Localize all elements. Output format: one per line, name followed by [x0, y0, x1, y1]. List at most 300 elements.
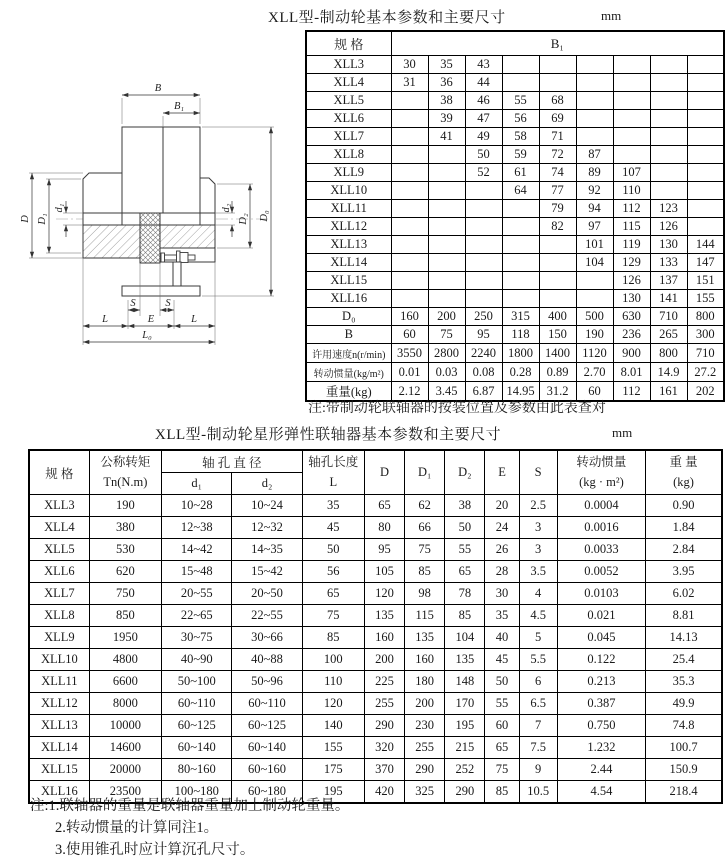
- table2-value-cell: 65: [445, 561, 485, 583]
- table2-value-cell: 160: [405, 649, 445, 671]
- table1-spec-cell: XLL6: [306, 110, 391, 128]
- table2-row: [29, 737, 722, 759]
- table1-footer-value-cell: 710: [687, 344, 724, 363]
- table1-b1-value-cell: [687, 74, 724, 92]
- table2-value-cell: 10000: [89, 715, 161, 737]
- table1-b1-value-cell: [576, 74, 613, 92]
- table2-value-cell: 4800: [89, 649, 161, 671]
- table2-value-cell: 195: [302, 781, 364, 804]
- table1-b1-value-cell: [650, 56, 687, 74]
- table1-b1-value-cell: [650, 74, 687, 92]
- table2-value-cell: 320: [364, 737, 404, 759]
- table2-spec-cell: XLL13: [29, 715, 89, 737]
- table1-b1-value-cell: [576, 110, 613, 128]
- table2-value-cell: 60~125: [162, 715, 232, 737]
- table1-b1-value-cell: [613, 110, 650, 128]
- table2-value-cell: 75: [302, 605, 364, 627]
- table1-b1-value-cell: 36: [428, 74, 465, 92]
- table2-value-cell: 9: [519, 759, 557, 781]
- table1-b1-value-cell: 72: [539, 146, 576, 164]
- table1-b1-value-cell: [391, 164, 428, 182]
- table1-row: [306, 146, 724, 164]
- t2-weight-line1: 重 量: [669, 455, 698, 470]
- table1-spec-cell: XLL14: [306, 254, 391, 272]
- table2-value-cell: 50~96: [232, 671, 302, 693]
- table2-value-cell: 10.5: [519, 781, 557, 804]
- dim-label-L0: L₀: [142, 330, 152, 341]
- table1-b1-value-cell: [650, 146, 687, 164]
- table1-b1-value-cell: 87: [576, 146, 613, 164]
- table2-value-cell: 4.54: [557, 781, 645, 804]
- table1-spec-cell: XLL5: [306, 92, 391, 110]
- table2-value-cell: 28: [485, 561, 519, 583]
- table1-note: 注:带制动轮联轴器的按装位置及参数由此表查对: [308, 401, 606, 416]
- table2-value-cell: 60~110: [162, 693, 232, 715]
- table2-value-cell: 0.045: [557, 627, 645, 649]
- table2-value-cell: 24: [485, 517, 519, 539]
- t2-d2-header: d₂: [232, 473, 302, 495]
- table1-b1-value-cell: [650, 92, 687, 110]
- table1-b1-value-cell: [687, 200, 724, 218]
- table1-b1-value-cell: 77: [539, 182, 576, 200]
- t2-torque-header: [89, 450, 161, 495]
- dim-label-d2: d₂: [221, 203, 232, 213]
- table1-b1-value-cell: 43: [465, 56, 502, 74]
- table2-value-cell: 6600: [89, 671, 161, 693]
- table1-footer-value-cell: 6.87: [465, 382, 502, 402]
- table1-footer-value-cell: 3.45: [428, 382, 465, 402]
- dim-label-B: B: [154, 83, 162, 94]
- table2-value-cell: 0.0052: [557, 561, 645, 583]
- table1-spec-cell: XLL7: [306, 128, 391, 146]
- table1-b1-value-cell: 112: [613, 200, 650, 218]
- table2-value-cell: 620: [89, 561, 161, 583]
- table1-footer-value-cell: 118: [502, 326, 539, 344]
- table2-value-cell: 60~140: [232, 737, 302, 759]
- table2-value-cell: 3.5: [519, 561, 557, 583]
- table1-b1-value-cell: 79: [539, 200, 576, 218]
- table2-header-row-1: [29, 450, 722, 473]
- table1-footer-value-cell: 900: [613, 344, 650, 363]
- table1-b1-value-cell: [650, 164, 687, 182]
- table2-value-cell: 200: [405, 693, 445, 715]
- table2-value-cell: 0.122: [557, 649, 645, 671]
- table1-b1-value-cell: 58: [502, 128, 539, 146]
- table1-footer-value-cell: 60: [391, 326, 428, 344]
- table2-value-cell: 135: [364, 605, 404, 627]
- table2-value-cell: 3: [519, 539, 557, 561]
- table2-value-cell: 20000: [89, 759, 161, 781]
- table1-footer-value-cell: 1120: [576, 344, 613, 363]
- table2-value-cell: 50: [445, 517, 485, 539]
- t2-inertia-header: [557, 450, 645, 495]
- table1-b1-value-cell: [391, 182, 428, 200]
- table1-footer-value-cell: 500: [576, 308, 613, 326]
- table2-value-cell: 0.0004: [557, 495, 645, 517]
- table1-footer-value-cell: 800: [650, 344, 687, 363]
- table1-b1-value-cell: 126: [650, 218, 687, 236]
- table2-value-cell: 60~125: [232, 715, 302, 737]
- dim-label-B1: B₁: [173, 101, 185, 112]
- table2-value-cell: 215: [445, 737, 485, 759]
- table2-value-cell: 30: [485, 583, 519, 605]
- table1-b1-value-cell: 137: [650, 272, 687, 290]
- table2-value-cell: 100.7: [646, 737, 722, 759]
- table2-value-cell: 255: [364, 693, 404, 715]
- table2-row: [29, 627, 722, 649]
- table1-footer-value-cell: 2240: [465, 344, 502, 363]
- table1-b1-value-cell: 144: [687, 236, 724, 254]
- table2-value-cell: 5: [519, 627, 557, 649]
- table2-title: XLL型-制动轮星形弹性联轴器基本参数和主要尺寸: [155, 427, 502, 443]
- t2-inertia-line2: (kg · m²): [579, 474, 624, 489]
- table2-value-cell: 160: [364, 627, 404, 649]
- table2-value-cell: 75: [485, 759, 519, 781]
- t2-weight-line2: (kg): [673, 474, 694, 489]
- table1-footer-value-cell: 710: [650, 308, 687, 326]
- part-outline: [83, 127, 215, 296]
- table1-footer-value-cell: 2.12: [391, 382, 428, 402]
- t2-inertia-line1: 转动惯量: [576, 455, 627, 470]
- table1-b1-value-cell: [576, 92, 613, 110]
- table1-b1-value-cell: 82: [539, 218, 576, 236]
- table1-b1-value-cell: [650, 182, 687, 200]
- table1-footer-value-cell: 630: [613, 308, 650, 326]
- table2-value-cell: 0.0016: [557, 517, 645, 539]
- table2-value-cell: 170: [445, 693, 485, 715]
- table2-value-cell: 115: [405, 605, 445, 627]
- table2-row: [29, 561, 722, 583]
- table1-b1-value-cell: 41: [428, 128, 465, 146]
- table1-b1-value-cell: [502, 74, 539, 92]
- table2-value-cell: 22~65: [162, 605, 232, 627]
- table1-b1-value-cell: [539, 254, 576, 272]
- table2-value-cell: 195: [445, 715, 485, 737]
- table1-spec-cell: XLL4: [306, 74, 391, 92]
- table1-footer-value-cell: 75: [428, 326, 465, 344]
- t2-bore-len-line2: L: [329, 474, 338, 489]
- table1-b1-value-cell: 30: [391, 56, 428, 74]
- table1-b1-value-cell: [502, 200, 539, 218]
- t2-torque-line1: 公称转矩: [100, 455, 151, 470]
- table1-b1-value-cell: [687, 92, 724, 110]
- table1-footer-value-cell: 0.89: [539, 363, 576, 382]
- table2-value-cell: 3.95: [646, 561, 722, 583]
- table2-value-cell: 14~42: [162, 539, 232, 561]
- table1-b1-value-cell: [687, 56, 724, 74]
- table1-b1-value-cell: 89: [576, 164, 613, 182]
- dim-label-D2: D₂: [238, 213, 249, 225]
- table1-spec-cell: XLL12: [306, 218, 391, 236]
- table2-value-cell: 10~28: [162, 495, 232, 517]
- table2-value-cell: 252: [445, 759, 485, 781]
- table1-b1-value-cell: 47: [465, 110, 502, 128]
- table2-value-cell: 60~180: [232, 781, 302, 804]
- table1-b1-value-cell: [465, 182, 502, 200]
- table1-footer-value-cell: 160: [391, 308, 428, 326]
- table2-value-cell: 20~55: [162, 583, 232, 605]
- table1-row: [306, 110, 724, 128]
- table2-value-cell: 6: [519, 671, 557, 693]
- table1-b1-value-cell: [465, 290, 502, 308]
- dim-label-E: E: [147, 314, 155, 325]
- table1-footer-value-cell: 95: [465, 326, 502, 344]
- table1-b1-value-cell: 49: [465, 128, 502, 146]
- table1-b1-value-cell: 130: [613, 290, 650, 308]
- table2-value-cell: 0.0033: [557, 539, 645, 561]
- table2-value-cell: 850: [89, 605, 161, 627]
- table2-value-cell: 25.4: [646, 649, 722, 671]
- table2-value-cell: 8000: [89, 693, 161, 715]
- table2-value-cell: 135: [405, 627, 445, 649]
- table1-b1-value-cell: 155: [687, 290, 724, 308]
- table2-spec-cell: XLL9: [29, 627, 89, 649]
- brake-wheel-table: [305, 30, 725, 402]
- table1-b1-value-cell: 59: [502, 146, 539, 164]
- table1-spec-cell: XLL8: [306, 146, 391, 164]
- table2-value-cell: 14.13: [646, 627, 722, 649]
- table2-spec-cell: XLL10: [29, 649, 89, 671]
- table1-b1-value-cell: 97: [576, 218, 613, 236]
- table1-b1-value-cell: [428, 290, 465, 308]
- table2-value-cell: 120: [302, 693, 364, 715]
- table1-b1-value-cell: [391, 110, 428, 128]
- table1-b1-value-cell: 119: [613, 236, 650, 254]
- table1-footer-value-cell: 112: [613, 382, 650, 402]
- table1-row: [306, 56, 724, 74]
- table2-spec-cell: XLL4: [29, 517, 89, 539]
- table1-footer-value-cell: 0.01: [391, 363, 428, 382]
- t2-bore-len-header: [302, 450, 364, 495]
- table2-value-cell: 1.84: [646, 517, 722, 539]
- table1-b1-value-cell: [465, 218, 502, 236]
- table2-value-cell: 218.4: [646, 781, 722, 804]
- footnote-3: 3.使用锥孔时应计算沉孔尺寸。: [55, 842, 255, 858]
- table1-b1-value-cell: [428, 182, 465, 200]
- table2-value-cell: 0.750: [557, 715, 645, 737]
- table2-spec-cell: XLL7: [29, 583, 89, 605]
- table2-spec-cell: XLL14: [29, 737, 89, 759]
- table1-b1-value-cell: 55: [502, 92, 539, 110]
- table1-b1-value-cell: 130: [650, 236, 687, 254]
- table1-footer-value-cell: 0.28: [502, 363, 539, 382]
- table2-value-cell: 50: [485, 671, 519, 693]
- table2-value-cell: 45: [302, 517, 364, 539]
- table1-footer-value-cell: 200: [428, 308, 465, 326]
- table1-b1-value-cell: [428, 164, 465, 182]
- table2-value-cell: 60~140: [162, 737, 232, 759]
- table1-row: [306, 272, 724, 290]
- table1-spec-cell: XLL3: [306, 56, 391, 74]
- table2-spec-cell: XLL3: [29, 495, 89, 517]
- table1-footer-value-cell: 400: [539, 308, 576, 326]
- table1-b1-value-cell: [391, 218, 428, 236]
- table1-b1-value-cell: [391, 290, 428, 308]
- table1-footer-value-cell: 250: [465, 308, 502, 326]
- table1-title: XLL型-制动轮基本参数和主要尺寸: [268, 10, 506, 26]
- table1-b1-value-cell: [391, 236, 428, 254]
- table1-b1-value-cell: 71: [539, 128, 576, 146]
- table1-b1-value-cell: [391, 200, 428, 218]
- table1-row: [306, 254, 724, 272]
- table1-b1-value-cell: [613, 56, 650, 74]
- table2-spec-cell: XLL12: [29, 693, 89, 715]
- table2-row: [29, 539, 722, 561]
- table1-spec-cell: XLL16: [306, 290, 391, 308]
- table1-b1-value-cell: [687, 146, 724, 164]
- table1-b1-value-cell: [465, 200, 502, 218]
- table2-value-cell: 2.5: [519, 495, 557, 517]
- table2-spec-cell: XLL15: [29, 759, 89, 781]
- table1-b1-value-cell: [465, 272, 502, 290]
- table2-value-cell: 30~66: [232, 627, 302, 649]
- table1-b1-value-cell: 92: [576, 182, 613, 200]
- table2-value-cell: 7.5: [519, 737, 557, 759]
- table1-row: [306, 290, 724, 308]
- table2-value-cell: 1.232: [557, 737, 645, 759]
- table2-spec-cell: XLL16: [29, 781, 89, 804]
- table2-value-cell: 65: [485, 737, 519, 759]
- t2-D1-header: D₁: [405, 450, 445, 495]
- dim-label-L-right: L: [191, 314, 197, 325]
- table1-b1-value-cell: [576, 290, 613, 308]
- table1-footer-value-cell: 31.2: [539, 382, 576, 402]
- table1-footer-value-cell: 315: [502, 308, 539, 326]
- table1-spec-cell: XLL13: [306, 236, 391, 254]
- table2-value-cell: 4.5: [519, 605, 557, 627]
- table2-value-cell: 55: [485, 693, 519, 715]
- table2-value-cell: 14~35: [232, 539, 302, 561]
- table1-footer-row: [306, 308, 724, 326]
- table2-value-cell: 0.387: [557, 693, 645, 715]
- table2-row: [29, 583, 722, 605]
- table2-value-cell: 3: [519, 517, 557, 539]
- table2-value-cell: 420: [364, 781, 404, 804]
- table2-value-cell: 65: [302, 583, 364, 605]
- footnote-2: 2.转动惯量的计算同注1。: [55, 820, 219, 836]
- table2-value-cell: 50: [302, 539, 364, 561]
- table2-row: [29, 649, 722, 671]
- t2-torque-line2: Tn(N.m): [103, 474, 148, 489]
- table2-value-cell: 104: [445, 627, 485, 649]
- table1-b1-value-cell: 61: [502, 164, 539, 182]
- table1-spec-cell: XLL11: [306, 200, 391, 218]
- t2-weight-header: [646, 450, 722, 495]
- table1-b1-value-cell: 94: [576, 200, 613, 218]
- table2-value-cell: 20: [485, 495, 519, 517]
- table1-unit-label: mm: [601, 8, 622, 23]
- table2-value-cell: 30~75: [162, 627, 232, 649]
- footnotes: [30, 795, 349, 861]
- table1-b1-value-cell: 104: [576, 254, 613, 272]
- table1-b1-value-cell: [687, 110, 724, 128]
- table2-spec-cell: XLL11: [29, 671, 89, 693]
- table2-value-cell: 23500: [89, 781, 161, 804]
- table1-b1-value-cell: [539, 236, 576, 254]
- table1-b1-value-cell: 129: [613, 254, 650, 272]
- table1-footer-value-cell: 3550: [391, 344, 428, 363]
- table1-b1-value-cell: 141: [650, 290, 687, 308]
- table1-b1-value-cell: 126: [613, 272, 650, 290]
- table1-row: [306, 200, 724, 218]
- table2-value-cell: 75: [405, 539, 445, 561]
- table1-b1-value-cell: [428, 254, 465, 272]
- table2-value-cell: 85: [405, 561, 445, 583]
- table2-row: [29, 495, 722, 517]
- dim-label-D1: D₁: [37, 213, 48, 225]
- table2-value-cell: 35: [302, 495, 364, 517]
- table1-row: [306, 128, 724, 146]
- table2-value-cell: 40~88: [232, 649, 302, 671]
- table1-spec-header: 规 格: [306, 31, 391, 56]
- table2-value-cell: 140: [302, 715, 364, 737]
- table1-footer-row: [306, 326, 724, 344]
- table2-value-cell: 180: [405, 671, 445, 693]
- table2-value-cell: 0.0103: [557, 583, 645, 605]
- table1-b1-value-cell: [613, 74, 650, 92]
- t2-D-header: D: [364, 450, 404, 495]
- dim-label-d1: d₁: [54, 203, 65, 213]
- table2-value-cell: 290: [445, 781, 485, 804]
- table2-value-cell: 65: [364, 495, 404, 517]
- table1-b1-value-cell: [391, 272, 428, 290]
- table1-b1-value-cell: 147: [687, 254, 724, 272]
- table2-value-cell: 230: [405, 715, 445, 737]
- table1-b1-value-cell: 46: [465, 92, 502, 110]
- table1-b1-value-cell: [539, 74, 576, 92]
- table1-b1-value-cell: [465, 236, 502, 254]
- table1-b1-value-cell: 35: [428, 56, 465, 74]
- table2-value-cell: 35: [485, 605, 519, 627]
- table2-value-cell: 4: [519, 583, 557, 605]
- table2-value-cell: 62: [405, 495, 445, 517]
- table1-b1-value-cell: [428, 218, 465, 236]
- table1-b1-value-cell: 31: [391, 74, 428, 92]
- table1-b1-value-cell: [613, 128, 650, 146]
- table1-footer-value-cell: 0.08: [465, 363, 502, 382]
- table2-value-cell: 225: [364, 671, 404, 693]
- table2-value-cell: 56: [302, 561, 364, 583]
- table1-b1-value-cell: [650, 110, 687, 128]
- table2-value-cell: 2.84: [646, 539, 722, 561]
- table1-b1-value-cell: [391, 92, 428, 110]
- table1-footer-value-cell: 8.01: [613, 363, 650, 382]
- t2-bore-len-line1: 轴孔长度: [308, 455, 359, 470]
- table2-value-cell: 26: [485, 539, 519, 561]
- table2-value-cell: 750: [89, 583, 161, 605]
- table1-footer-label-cell: 转动惯量(kg/m²): [306, 363, 391, 382]
- table1-b1-value-cell: 38: [428, 92, 465, 110]
- table1-b1-value-cell: [391, 254, 428, 272]
- dim-label-S-left: S: [130, 298, 136, 309]
- t2-d1-header: d₁: [162, 473, 232, 495]
- table1-row: [306, 236, 724, 254]
- coupling-section-drawing: [18, 70, 305, 395]
- table1-footer-label-cell: B: [306, 326, 391, 344]
- table1-footer-label-cell: 许用速度n(r/min): [306, 344, 391, 363]
- table1-b1-value-cell: 50: [465, 146, 502, 164]
- table2-value-cell: 66: [405, 517, 445, 539]
- table2-row: [29, 671, 722, 693]
- table1-b1-value-cell: [576, 128, 613, 146]
- table2-value-cell: 80~160: [162, 759, 232, 781]
- table2-value-cell: 5.5: [519, 649, 557, 671]
- coupling-parameters-table: [28, 449, 723, 804]
- table1-footer-value-cell: 202: [687, 382, 724, 402]
- table2-value-cell: 49.9: [646, 693, 722, 715]
- table2-row: [29, 759, 722, 781]
- table2-value-cell: 148: [445, 671, 485, 693]
